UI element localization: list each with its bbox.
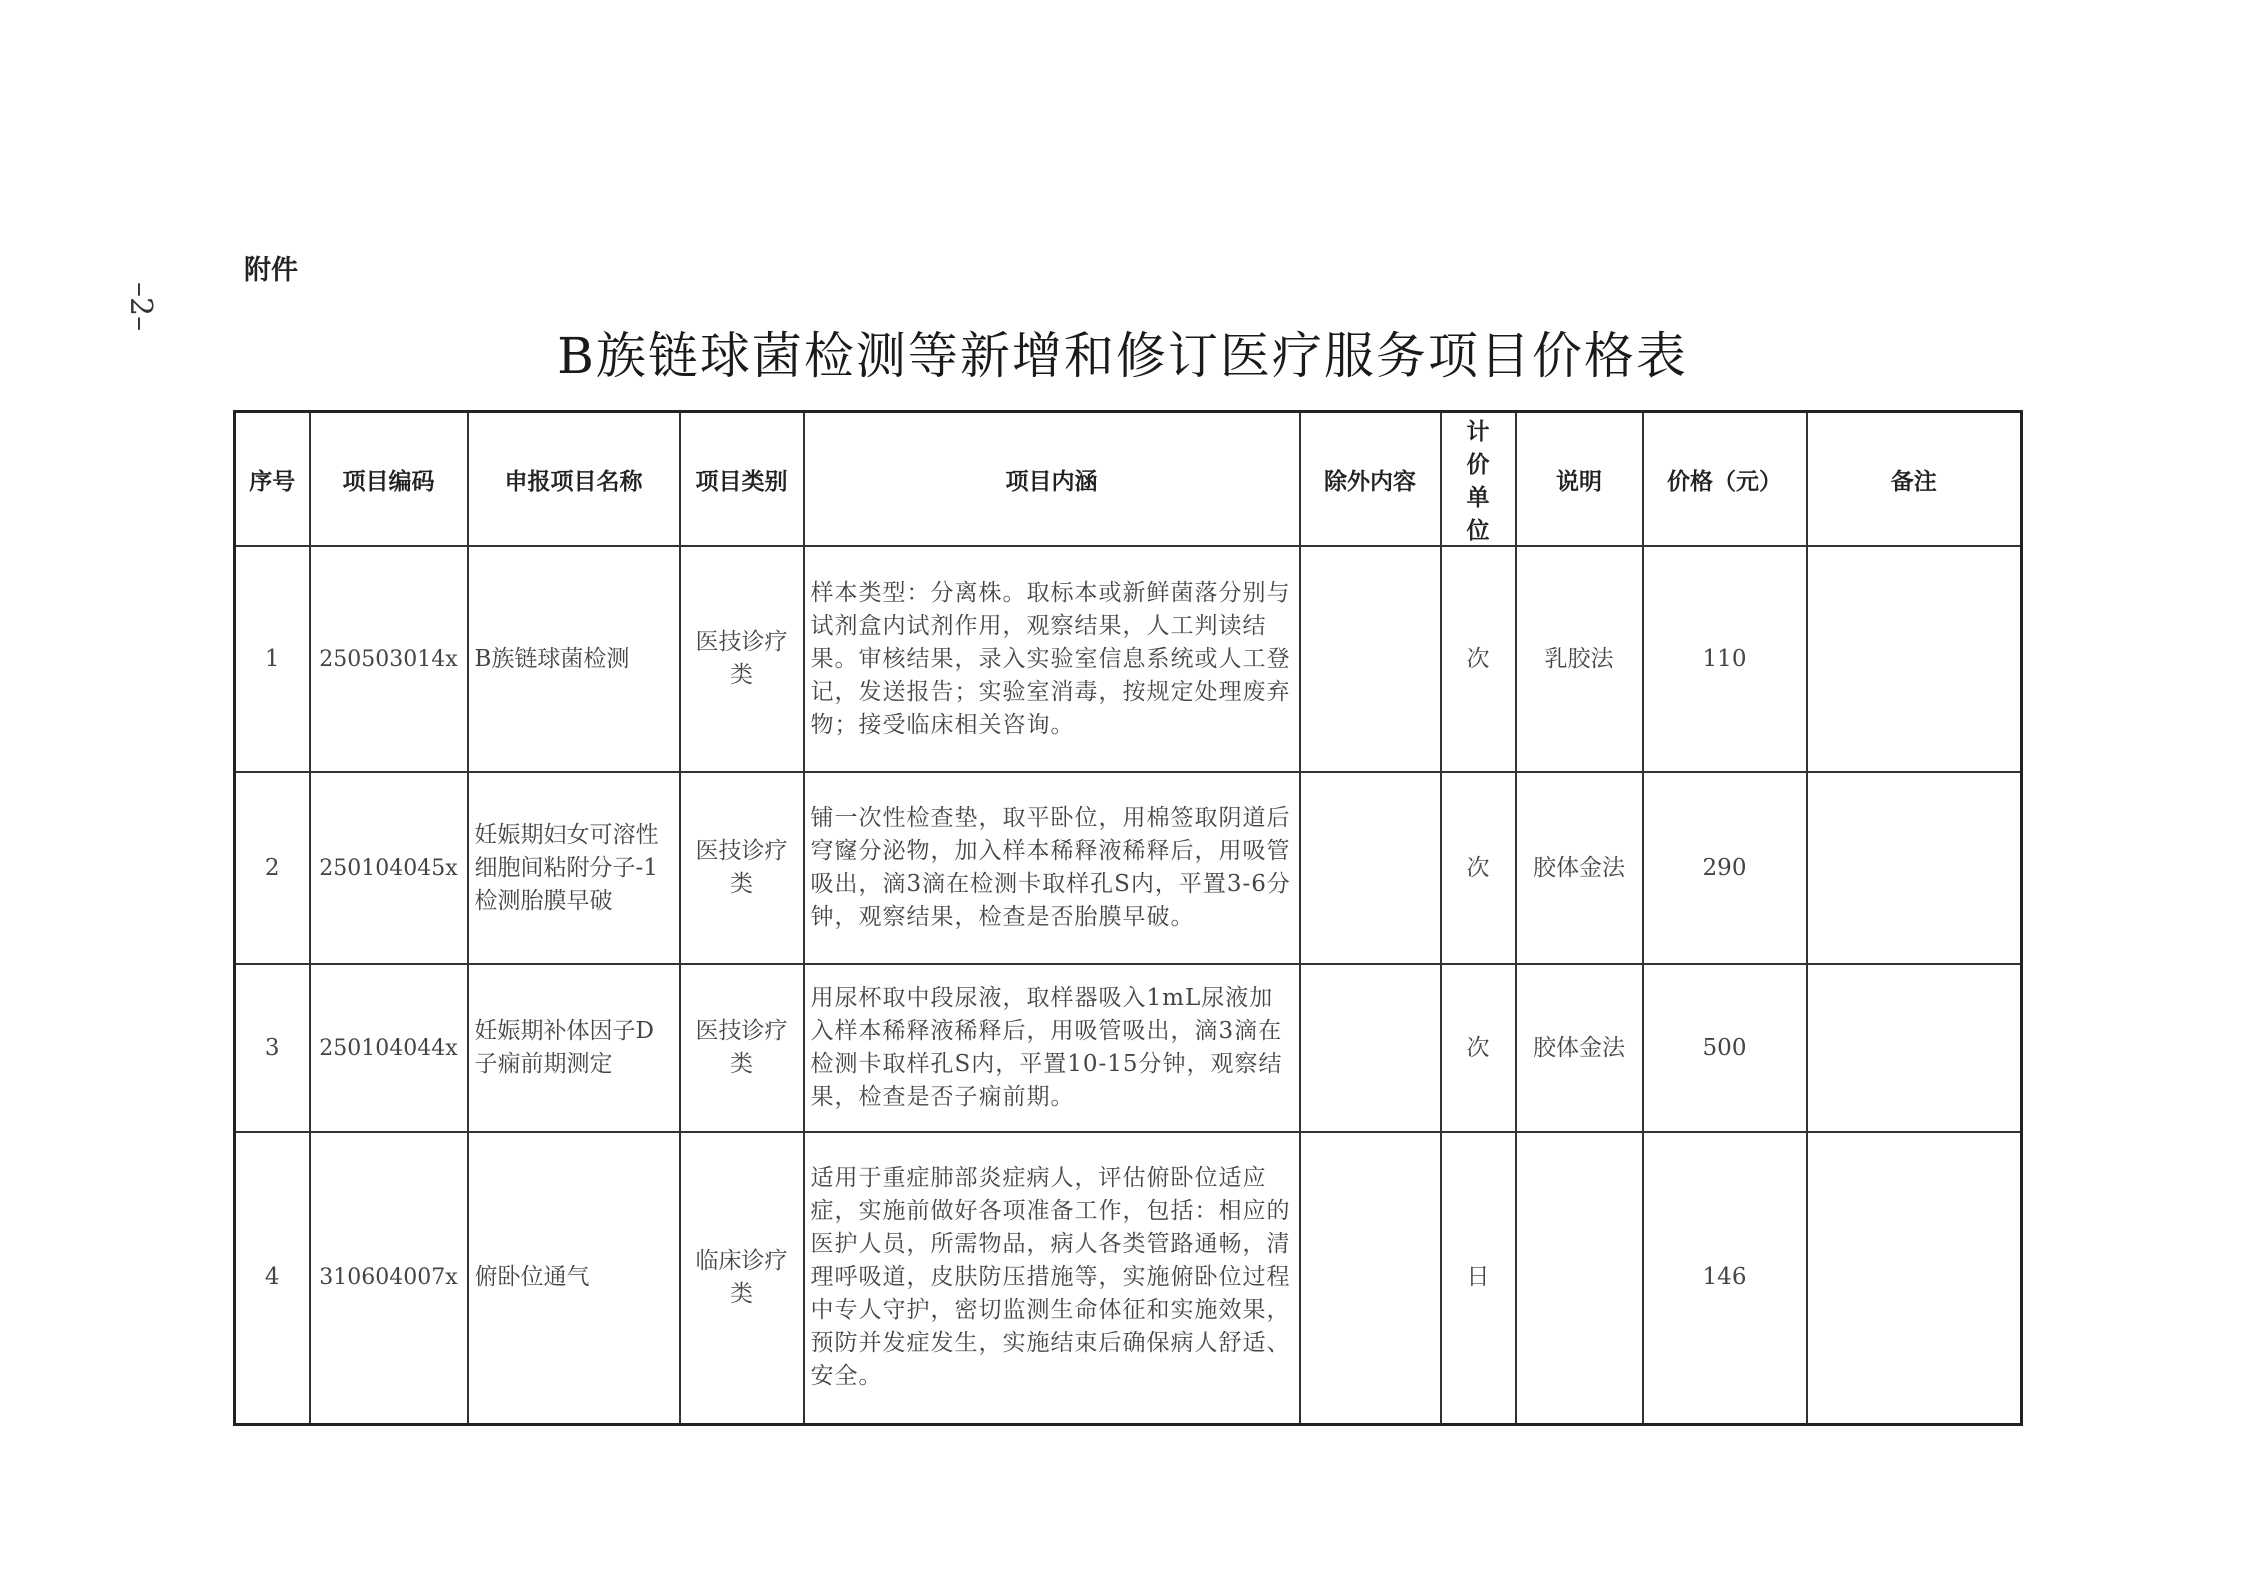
page-number: –2–: [123, 282, 158, 332]
cell-unit: 次: [1441, 546, 1516, 772]
cell-remark: [1807, 546, 2022, 772]
cell-seq: 2: [235, 772, 310, 964]
header-price: 价格（元）: [1643, 412, 1807, 547]
cell-code: 250104044x: [310, 964, 468, 1132]
cell-name: 俯卧位通气: [468, 1132, 680, 1424]
table-row: [235, 772, 2022, 964]
cell-remark: [1807, 964, 2022, 1132]
price-table: [233, 410, 2023, 1426]
cell-remark: [1807, 772, 2022, 964]
document-title: B族链球菌检测等新增和修订医疗服务项目价格表: [557, 327, 1688, 385]
cell-price: 146: [1643, 1132, 1807, 1424]
cell-unit: 次: [1441, 772, 1516, 964]
cell-content: 样本类型：分离株。取标本或新鲜菌落分别与试剂盒内试剂作用，观察结果，人工判读结果。审核结果，录入实验室信息系统或人工登记，发送报告；实验室消毒，按规定处理废弃物；接受临床相关咨询。: [804, 546, 1300, 772]
cell-note: 胶体金法: [1516, 964, 1643, 1132]
table-row: [235, 964, 2022, 1132]
cell-note: 乳胶法: [1516, 546, 1643, 772]
header-content: 项目内涵: [804, 412, 1300, 547]
header-note: 说明: [1516, 412, 1643, 547]
cell-category: 临床诊疗类: [680, 1132, 804, 1424]
header-category: 项目类别: [680, 412, 804, 547]
cell-exclusions: [1300, 546, 1441, 772]
cell-category: 医技诊疗类: [680, 964, 804, 1132]
header-remark: 备注: [1807, 412, 2022, 547]
cell-exclusions: [1300, 964, 1441, 1132]
cell-category: 医技诊疗类: [680, 546, 804, 772]
cell-seq: 4: [235, 1132, 310, 1424]
cell-name: 妊娠期补体因子D子痫前期测定: [468, 964, 680, 1132]
cell-exclusions: [1300, 772, 1441, 964]
header-seq: 序号: [235, 412, 310, 547]
cell-unit: 日: [1441, 1132, 1516, 1424]
header-exclusions: 除外内容: [1300, 412, 1441, 547]
attachment-label: 附件: [244, 255, 298, 286]
cell-seq: 1: [235, 546, 310, 772]
header-code: 项目编码: [310, 412, 468, 547]
cell-content: 铺一次性检查垫，取平卧位，用棉签取阴道后穹窿分泌物，加入样本稀释液稀释后，用吸管吸出，滴3滴在检测卡取样孔S内，平置3-6分钟，观察结果，检查是否胎膜早破。: [804, 772, 1300, 964]
cell-content: 用尿杯取中段尿液，取样器吸入1mL尿液加入样本稀释液稀释后，用吸管吸出，滴3滴在检测卡取样孔S内，平置10-15分钟，观察结果，检查是否子痫前期。: [804, 964, 1300, 1132]
cell-code: 250104045x: [310, 772, 468, 964]
cell-code: 250503014x: [310, 546, 468, 772]
cell-unit: 次: [1441, 964, 1516, 1132]
header-name: 申报项目名称: [468, 412, 680, 547]
cell-note: 胶体金法: [1516, 772, 1643, 964]
cell-code: 310604007x: [310, 1132, 468, 1424]
cell-note: [1516, 1132, 1643, 1424]
table-row: [235, 546, 2022, 772]
table-row: [235, 1132, 2022, 1424]
cell-seq: 3: [235, 964, 310, 1132]
cell-exclusions: [1300, 1132, 1441, 1424]
cell-name: 妊娠期妇女可溶性细胞间粘附分子-1检测胎膜早破: [468, 772, 680, 964]
cell-price: 500: [1643, 964, 1807, 1132]
table-header-row: [235, 412, 2022, 547]
cell-name: B族链球菌检测: [468, 546, 680, 772]
cell-remark: [1807, 1132, 2022, 1424]
cell-category: 医技诊疗类: [680, 772, 804, 964]
cell-price: 110: [1643, 546, 1807, 772]
cell-content: 适用于重症肺部炎症病人，评估俯卧位适应症，实施前做好各项准备工作，包括：相应的医护人员，所需物品，病人各类管路通畅，清理呼吸道，皮肤防压措施等，实施俯卧位过程中专人守护，密切监测生命体征和实施效果，预防并发症发生，实施结束后确保病人舒适、安全。: [804, 1132, 1300, 1424]
header-unit: 计价单位: [1441, 412, 1516, 547]
cell-price: 290: [1643, 772, 1807, 964]
